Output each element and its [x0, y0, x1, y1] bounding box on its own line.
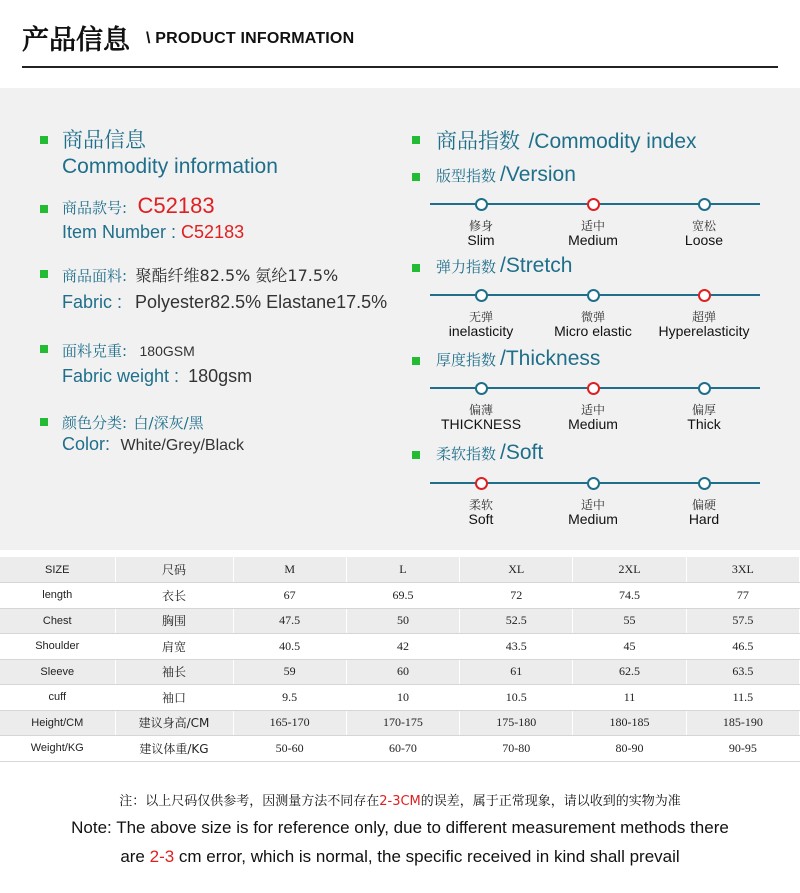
bullet-icon [40, 136, 48, 144]
scale-tick-en: THICKNESS [440, 416, 522, 432]
table-cell: 46.5 [686, 634, 799, 660]
table-cell: 建议体重/KG [115, 736, 233, 762]
color-row-en [62, 434, 244, 455]
table-cell: 180-185 [573, 710, 686, 736]
scale-label-en: /Soft [500, 441, 544, 464]
scale-tick-en: Hard [688, 511, 720, 527]
table-cell: 11.5 [686, 685, 799, 711]
fabric-label-cn: 商品面料: [62, 267, 128, 285]
scale-marker [475, 198, 488, 211]
table-cell: 70-80 [460, 736, 573, 762]
table-cell: Chest [0, 608, 115, 634]
note-cn-suffix: 的误差，属于正常现象，请以收到的实物为准 [420, 794, 681, 809]
table-cell: SIZE [0, 557, 115, 583]
color-value-cn: 白/深灰/黑 [133, 414, 204, 432]
item-number-label-en: Item Number : [62, 222, 177, 242]
table-row [0, 634, 800, 660]
table-cell: 42 [346, 634, 459, 660]
note-en2-suffix: cm error, which is normal, the specific received in kind shall prevail [174, 847, 680, 866]
table-cell: 50-60 [233, 736, 346, 762]
table-cell: 袖长 [115, 659, 233, 685]
fabric-value-en: Polyester82.5% Elastane17.5% [135, 292, 388, 312]
table-cell: 62.5 [573, 659, 686, 685]
table-cell: 61 [460, 659, 573, 685]
table-cell: Sleeve [0, 659, 115, 685]
scale-tick-en: Hyperelasticity [658, 323, 750, 339]
scale-marker [698, 477, 711, 490]
table-cell: 52.5 [460, 608, 573, 634]
fabric-row-en [62, 292, 387, 313]
table-cell: 165-170 [233, 710, 346, 736]
scale-tick-cn: 偏硬 [691, 498, 716, 512]
scale-marker-selected [587, 198, 600, 211]
scale-label-en: /Stretch [500, 254, 573, 277]
scale-label-cn: 弹力指数 [436, 258, 497, 276]
scale-tick-cn: 超弹 [691, 310, 716, 324]
bullet-icon [40, 345, 48, 353]
table-cell: 57.5 [686, 608, 799, 634]
table-cell: 袖口 [115, 685, 233, 711]
scale-label [436, 441, 543, 465]
note-cn-highlight: 2-3CM [379, 794, 421, 809]
table-row [0, 583, 800, 609]
scale-marker [698, 198, 711, 211]
table-cell: Weight/KG [0, 736, 115, 762]
note-en-line2 [0, 847, 800, 867]
color-label-en: Color: [62, 434, 111, 454]
table-cell: 80-90 [573, 736, 686, 762]
size-table [0, 557, 800, 762]
table-cell: 63.5 [686, 659, 799, 685]
table-cell: 90-95 [686, 736, 799, 762]
page-subtitle: \ PRODUCT INFORMATION [146, 30, 355, 47]
scale-tick-en: inelasticity [448, 323, 514, 339]
scale-tick-en: Medium [568, 232, 618, 248]
item-number-row-en [62, 222, 244, 243]
table-row [0, 685, 800, 711]
scale-tick-en: Loose [684, 232, 724, 248]
color-row-cn [62, 412, 204, 433]
scale-tick-cn: 宽松 [691, 219, 716, 233]
bullet-icon [40, 270, 48, 278]
header-divider [22, 66, 778, 68]
color-label-cn: 颜色分类: [62, 414, 128, 432]
commodity-info-title-cn: 商品信息 [62, 128, 146, 152]
table-cell: 10.5 [460, 685, 573, 711]
weight-label-cn: 面料克重: [62, 342, 128, 360]
note-en2-prefix: are [120, 847, 150, 866]
bullet-icon [40, 418, 48, 426]
scale-marker [698, 382, 711, 395]
table-cell: length [0, 583, 115, 609]
weight-label-en: Fabric weight : [62, 366, 180, 386]
page-title: 产品信息 [22, 25, 130, 56]
item-number-label-cn: 商品款号: [62, 199, 128, 217]
scale-marker [587, 289, 600, 302]
table-cell: XL [460, 557, 573, 583]
scale-tick-cn: 偏薄 [468, 403, 493, 417]
table-cell: 40.5 [233, 634, 346, 660]
weight-value-cn: 180GSM [139, 343, 195, 359]
scale-label [436, 163, 576, 187]
table-cell: 肩宽 [115, 634, 233, 660]
bullet-icon [40, 205, 48, 213]
table-header-row [0, 557, 800, 583]
fabric-value-cn: 聚酯纤维82.5% 氨纶17.5% [135, 266, 339, 285]
scale-tick-cn: 适中 [580, 498, 605, 512]
table-cell: 59 [233, 659, 346, 685]
scale-tick-en: Soft [468, 511, 494, 527]
scale-tick-cn: 修身 [468, 219, 493, 233]
scale-tick-en: Medium [568, 416, 618, 432]
scale-tick-en: Thick [687, 416, 721, 432]
scale-marker [587, 477, 600, 490]
table-cell: 175-180 [460, 710, 573, 736]
scale-marker [475, 289, 488, 302]
weight-row-en [62, 366, 252, 387]
table-cell: 77 [686, 583, 799, 609]
table-cell: 9.5 [233, 685, 346, 711]
table-cell: Height/CM [0, 710, 115, 736]
scale-marker [475, 382, 488, 395]
scale-label-cn: 厚度指数 [436, 351, 497, 369]
bullet-icon [412, 357, 420, 365]
table-cell: 尺码 [115, 557, 233, 583]
table-cell: 47.5 [233, 608, 346, 634]
note-en-line1: Note: The above size is for reference only, due to different measurement methods there [71, 818, 729, 837]
scale-label [436, 254, 572, 278]
table-cell: 2XL [573, 557, 686, 583]
item-number-row-cn [62, 193, 215, 219]
weight-row-cn [62, 340, 195, 361]
scale-tick-en: Micro elastic [554, 323, 632, 339]
table-row [0, 710, 800, 736]
table-cell: 45 [573, 634, 686, 660]
bullet-icon [412, 264, 420, 272]
color-value-en: White/Grey/Black [120, 437, 245, 454]
table-cell: 69.5 [346, 583, 459, 609]
item-number-value-en: C52183 [181, 222, 245, 242]
scale-tick-cn: 柔软 [468, 498, 493, 512]
bullet-icon [412, 136, 420, 144]
table-cell: cuff [0, 685, 115, 711]
scale-label [436, 347, 600, 371]
commodity-info-title-en: Commodity information [62, 155, 278, 178]
bullet-icon [412, 173, 420, 181]
table-cell: 185-190 [686, 710, 799, 736]
scale-tick-cn: 适中 [580, 219, 605, 233]
fabric-row-cn [62, 263, 338, 286]
weight-value-en: 180gsm [188, 366, 253, 386]
table-cell: 72 [460, 583, 573, 609]
table-cell: 60 [346, 659, 459, 685]
scale-tick-en: Slim [467, 232, 495, 248]
scale-tick-cn: 无弹 [468, 310, 493, 324]
commodity-index-title-en: /Commodity index [528, 130, 697, 153]
table-cell: L [346, 557, 459, 583]
scale-tick-cn: 微弹 [580, 310, 605, 324]
scale-marker-selected [698, 289, 711, 302]
table-cell: 170-175 [346, 710, 459, 736]
table-cell: M [233, 557, 346, 583]
table-row [0, 608, 800, 634]
note-en2-highlight: 2-3 [149, 847, 175, 866]
table-cell: 60-70 [346, 736, 459, 762]
note-cn [0, 790, 800, 809]
scale-tick-en: Medium [568, 511, 618, 527]
table-cell: 3XL [686, 557, 799, 583]
table-cell: 67 [233, 583, 346, 609]
note-cn-prefix: 注：以上尺码仅供参考，因测量方法不同存在 [119, 794, 380, 809]
table-cell: 50 [346, 608, 459, 634]
commodity-index-title [436, 125, 697, 155]
scale-label-cn: 版型指数 [436, 167, 497, 185]
fabric-label-en: Fabric : [62, 292, 123, 312]
table-cell: Shoulder [0, 634, 115, 660]
item-number-value: C52183 [137, 193, 215, 218]
scale-tick-cn: 偏厚 [691, 403, 716, 417]
table-cell: 11 [573, 685, 686, 711]
table-cell: 胸围 [115, 608, 233, 634]
table-cell: 10 [346, 685, 459, 711]
scale-label-en: /Version [500, 163, 576, 186]
table-cell: 衣长 [115, 583, 233, 609]
table-cell: 建议身高/CM [115, 710, 233, 736]
scale-label-en: /Thickness [500, 347, 601, 370]
table-row [0, 736, 800, 762]
commodity-index-title-cn: 商品指数 [436, 129, 520, 153]
bullet-icon [412, 451, 420, 459]
table-cell: 74.5 [573, 583, 686, 609]
table-cell: 43.5 [460, 634, 573, 660]
scale-label-cn: 柔软指数 [436, 445, 497, 463]
scale-marker-selected [475, 477, 488, 490]
scale-tick-cn: 适中 [580, 403, 605, 417]
scale-marker-selected [587, 382, 600, 395]
table-row [0, 659, 800, 685]
table-cell: 55 [573, 608, 686, 634]
